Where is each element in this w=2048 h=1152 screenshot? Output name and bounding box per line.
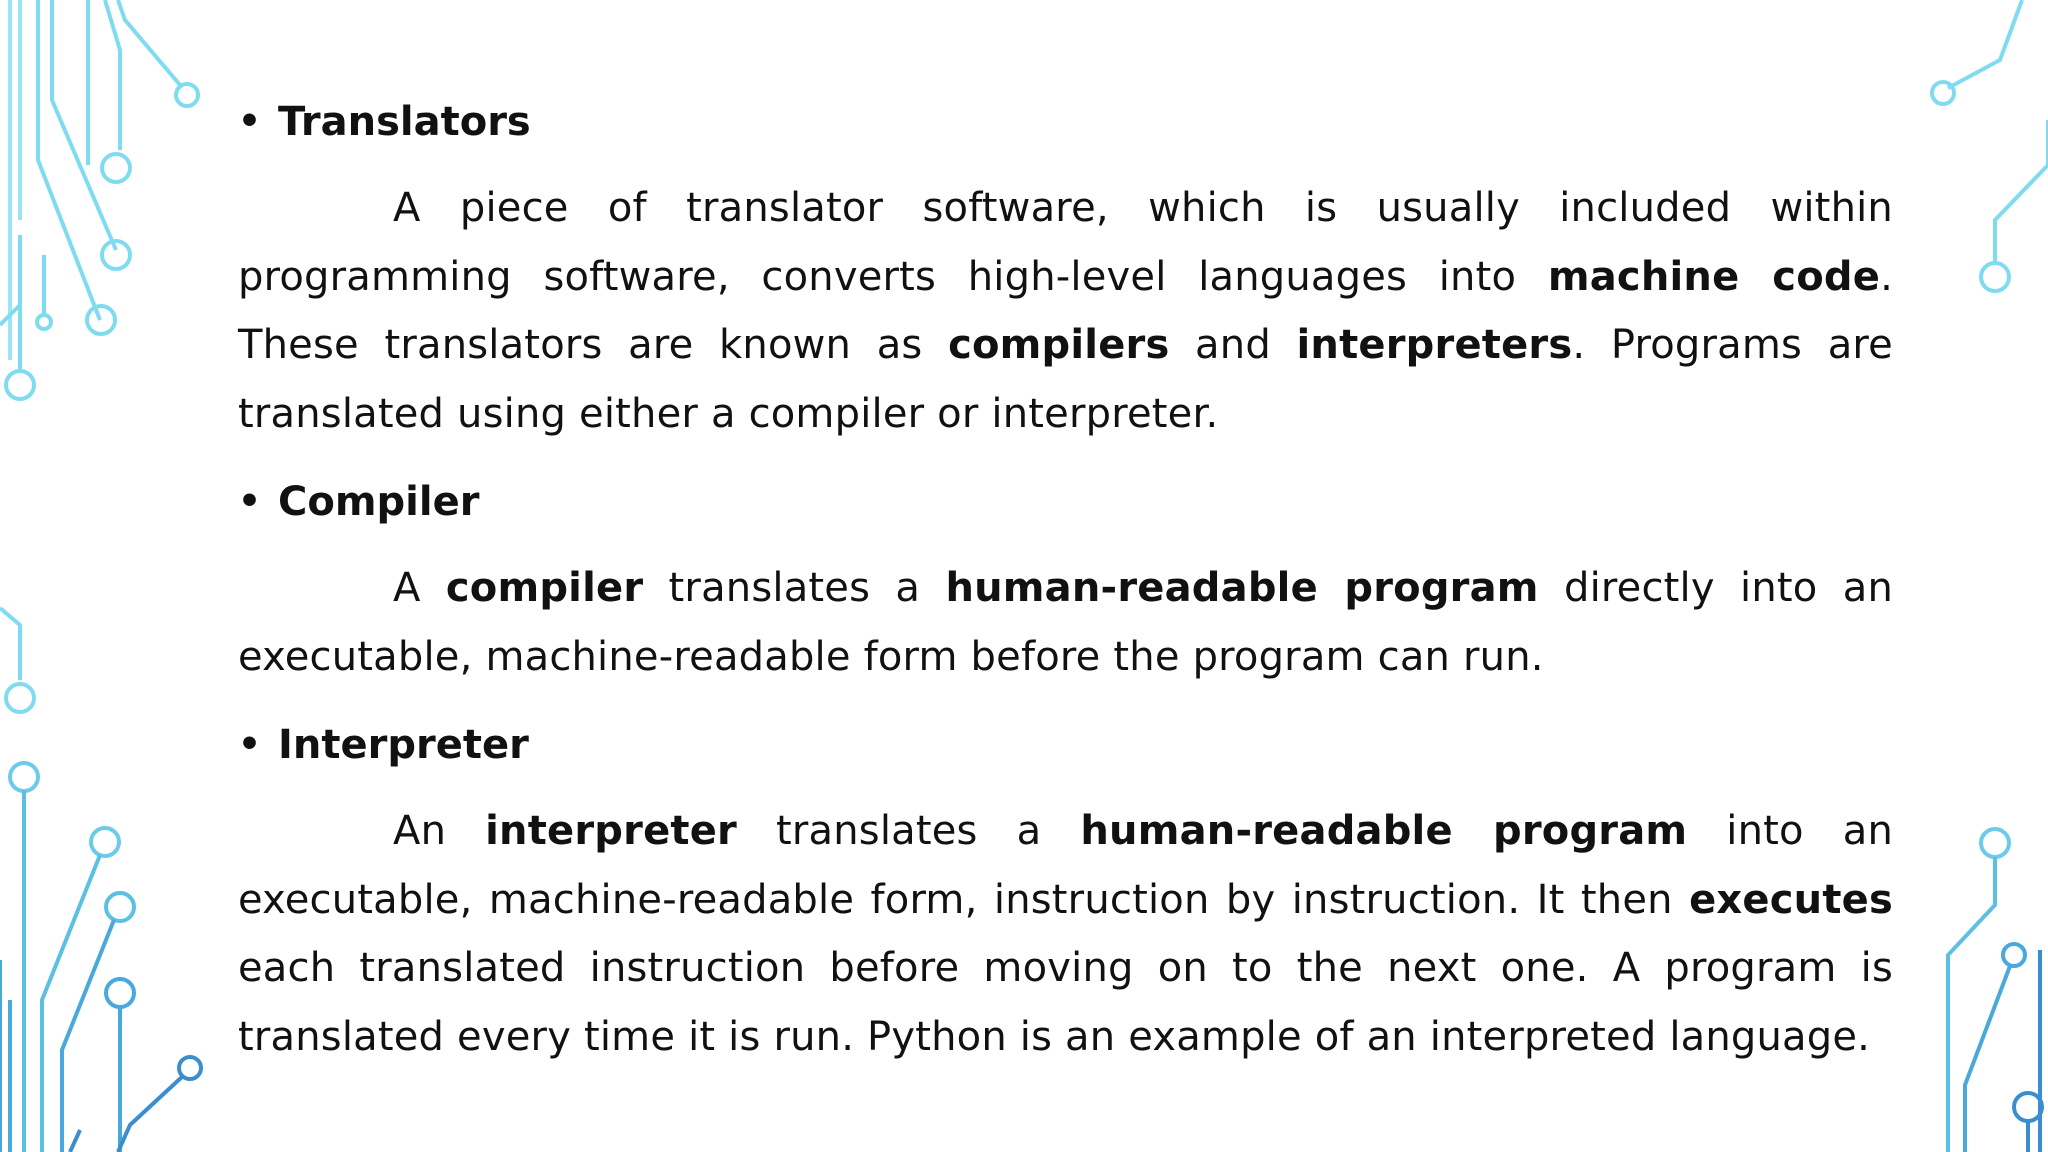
text-run: An [393, 808, 486, 854]
bold-term: interpreter [485, 808, 737, 854]
section-heading [238, 468, 1893, 536]
heading-text: Interpreter [278, 722, 529, 768]
bullet-icon: • [238, 101, 262, 142]
text-run: . These translators are known as [238, 253, 1893, 368]
circuit-top-right [1932, 0, 2048, 291]
bullet-icon: • [238, 724, 262, 765]
text-run: into an executable, machine-readable form, instruction by instruction. It then [238, 808, 1894, 923]
text-run: A piece of translator software, which is usually included within programming software, converts high-level languages into [238, 185, 1893, 300]
circuit-bottom-left [0, 608, 201, 1152]
bold-term: compilers [948, 322, 1170, 368]
section-interpreter [238, 711, 1893, 1071]
bold-term: compiler [445, 565, 644, 611]
circuit-top-left [0, 0, 198, 399]
section-heading [238, 711, 1893, 779]
text-run: translates a [643, 565, 946, 611]
text-run: translates a [736, 808, 1081, 854]
section-paragraph [238, 797, 1893, 1071]
section-paragraph [238, 174, 1893, 448]
text-run: each translated instruction before moving on to the next one. A program is translated every time it is run. Python is an example of an interpreted language. [238, 945, 1893, 1060]
bold-term: machine code [1547, 253, 1881, 300]
section-compiler [238, 468, 1893, 691]
heading-text: Translators [278, 99, 531, 145]
section-heading [238, 88, 1893, 156]
bold-term: human-readable program [945, 565, 1539, 611]
text-run: . Programs are translated using either a compiler or interpreter. [238, 322, 1893, 437]
section-translators [238, 88, 1893, 448]
text-run: A [393, 565, 446, 611]
bold-term: human-readable program [1080, 808, 1688, 854]
slide-content [238, 88, 1893, 1091]
bold-term: interpreters [1296, 322, 1573, 368]
section-paragraph [238, 554, 1893, 691]
text-run: directly into an executable, machine-readable form before the program can run. [238, 565, 1893, 680]
heading-text: Compiler [278, 479, 480, 525]
bold-term: executes [1689, 876, 1893, 923]
text-run: and [1169, 322, 1297, 368]
bullet-icon: • [238, 481, 262, 522]
circuit-bottom-right [1948, 829, 2042, 1152]
